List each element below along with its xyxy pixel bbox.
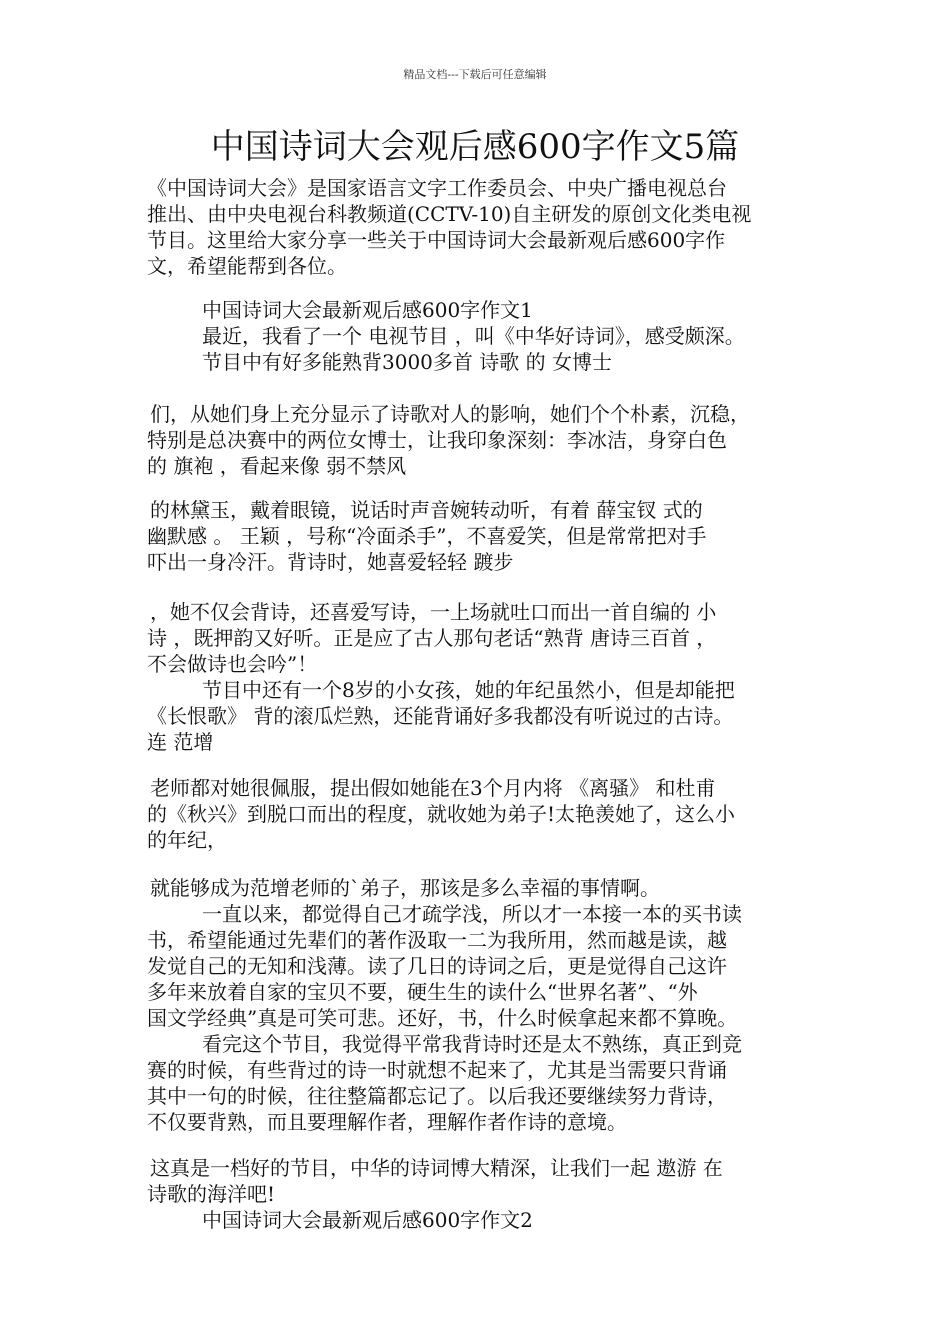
text-line: 的年纪， xyxy=(147,828,227,852)
text-line: 国文学经典”真是可笑可悲。还好，书，什么时候拿起来都不算晚。 xyxy=(147,1006,738,1030)
text-line: 一直以来，都觉得自己才疏学浅，所以才一本接一本的买书读 xyxy=(202,902,742,926)
text-line: 节目。这里给大家分享一些关于中国诗词大会最新观后感600字作 xyxy=(147,228,726,252)
text-line: 就能够成为范增老师的`弟子，那该是多么幸福的事情啊。 xyxy=(150,876,660,900)
section-heading: 中国诗词大会最新观后感600字作文1 xyxy=(202,298,533,322)
text-line: 不会做诗也会吟”！ xyxy=(147,652,318,676)
text-line: 的 旗袍 ，看起来像 弱不禁风 xyxy=(147,454,407,478)
text-line: 看完这个节目，我觉得平常我背诗时还是太不熟练，真正到竞 xyxy=(202,1032,742,1056)
text-line: ，她不仅会背诗，还喜爱写诗，一上场就吐口而出一首自编的 小 xyxy=(150,600,717,624)
text-line: 其中一句的时候，往往整篇都忘记了。以后我还要继续努力背诗， xyxy=(147,1084,727,1108)
text-line: 《中国诗词大会》是国家语言文字工作委员会、中央广播电视总台 xyxy=(147,176,727,200)
text-line: 的《秋兴》到脱口而出的程度，就收她为弟子!太艳羡她了，这么小 xyxy=(147,802,736,826)
text-line: 发觉自己的无知和浅薄。读了几日的诗词之后，更是觉得自己这许 xyxy=(147,954,727,978)
text-line: 最近，我看了一个 电视节目 ，叫《中华好诗词》，感受颇深。 xyxy=(202,324,745,348)
page-header: 精品文档---下载后可任意编辑 xyxy=(403,68,547,81)
text-line: 诗歌的海洋吧! xyxy=(147,1182,276,1206)
text-line: 《长恨歌》 背的滚瓜烂熟，还能背诵好多我都没有听说过的古诗。 xyxy=(147,704,734,728)
text-line: 特别是总决赛中的两位女博士，让我印象深刻：李冰洁，身穿白色 xyxy=(147,428,727,452)
text-line: 节目中还有一个8岁的小女孩，她的年纪虽然小，但是却能把 xyxy=(202,678,735,702)
text-line: 书，希望能通过先辈们的著作汲取一二为我所用，然而越是读，越 xyxy=(147,928,727,952)
text-line: 老师都对她很佩服，提出假如她能在3个月内将 《离骚》 和杜甫 xyxy=(150,776,716,800)
text-line: 这真是一档好的节目，中华的诗词博大精深，让我们一起 遨游 在 xyxy=(150,1156,723,1180)
text-line: 赛的时候，有些背过的诗一时就想不起来了，尤其是当需要只背诵 xyxy=(147,1058,727,1082)
document-title: 中国诗词大会观后感600字作文5篇 xyxy=(210,127,740,167)
text-line: 文，希望能帮到各位。 xyxy=(147,254,347,278)
text-line: 多年来放着自家的宝贝不要，硬生生的读什么“世界名著”、“外 xyxy=(147,980,698,1004)
text-line: 们，从她们身上充分显示了诗歌对人的影响，她们个个朴素，沉稳， xyxy=(150,402,750,426)
text-line: 幽默感 。 王颖 ，号称“冷面杀手”，不喜爱笑，但是常常把对手 xyxy=(147,524,707,548)
text-line: 的林黛玉，戴着眼镜，说话时声音婉转动听，有着 薛宝钗 式的 xyxy=(150,498,703,522)
text-line: 吓出一身冷汗。背诗时，她喜爱轻轻 踱步 xyxy=(147,550,514,574)
text-line: 节目中有好多能熟背3000多首 诗歌 的 女博士 xyxy=(202,350,612,374)
text-line: 不仅要背熟，而且要理解作者，理解作者作诗的意境。 xyxy=(147,1110,627,1134)
section-heading: 中国诗词大会最新观后感600字作文2 xyxy=(202,1208,533,1232)
text-line: 诗 ，既押韵又好听。正是应了古人那句老话“熟背 唐诗三百首 ， xyxy=(147,626,717,650)
text-line: 连 范增 xyxy=(147,730,214,754)
text-line: 推出、由中央电视台科教频道(CCTV-10)自主研发的原创文化类电视 xyxy=(147,202,752,226)
